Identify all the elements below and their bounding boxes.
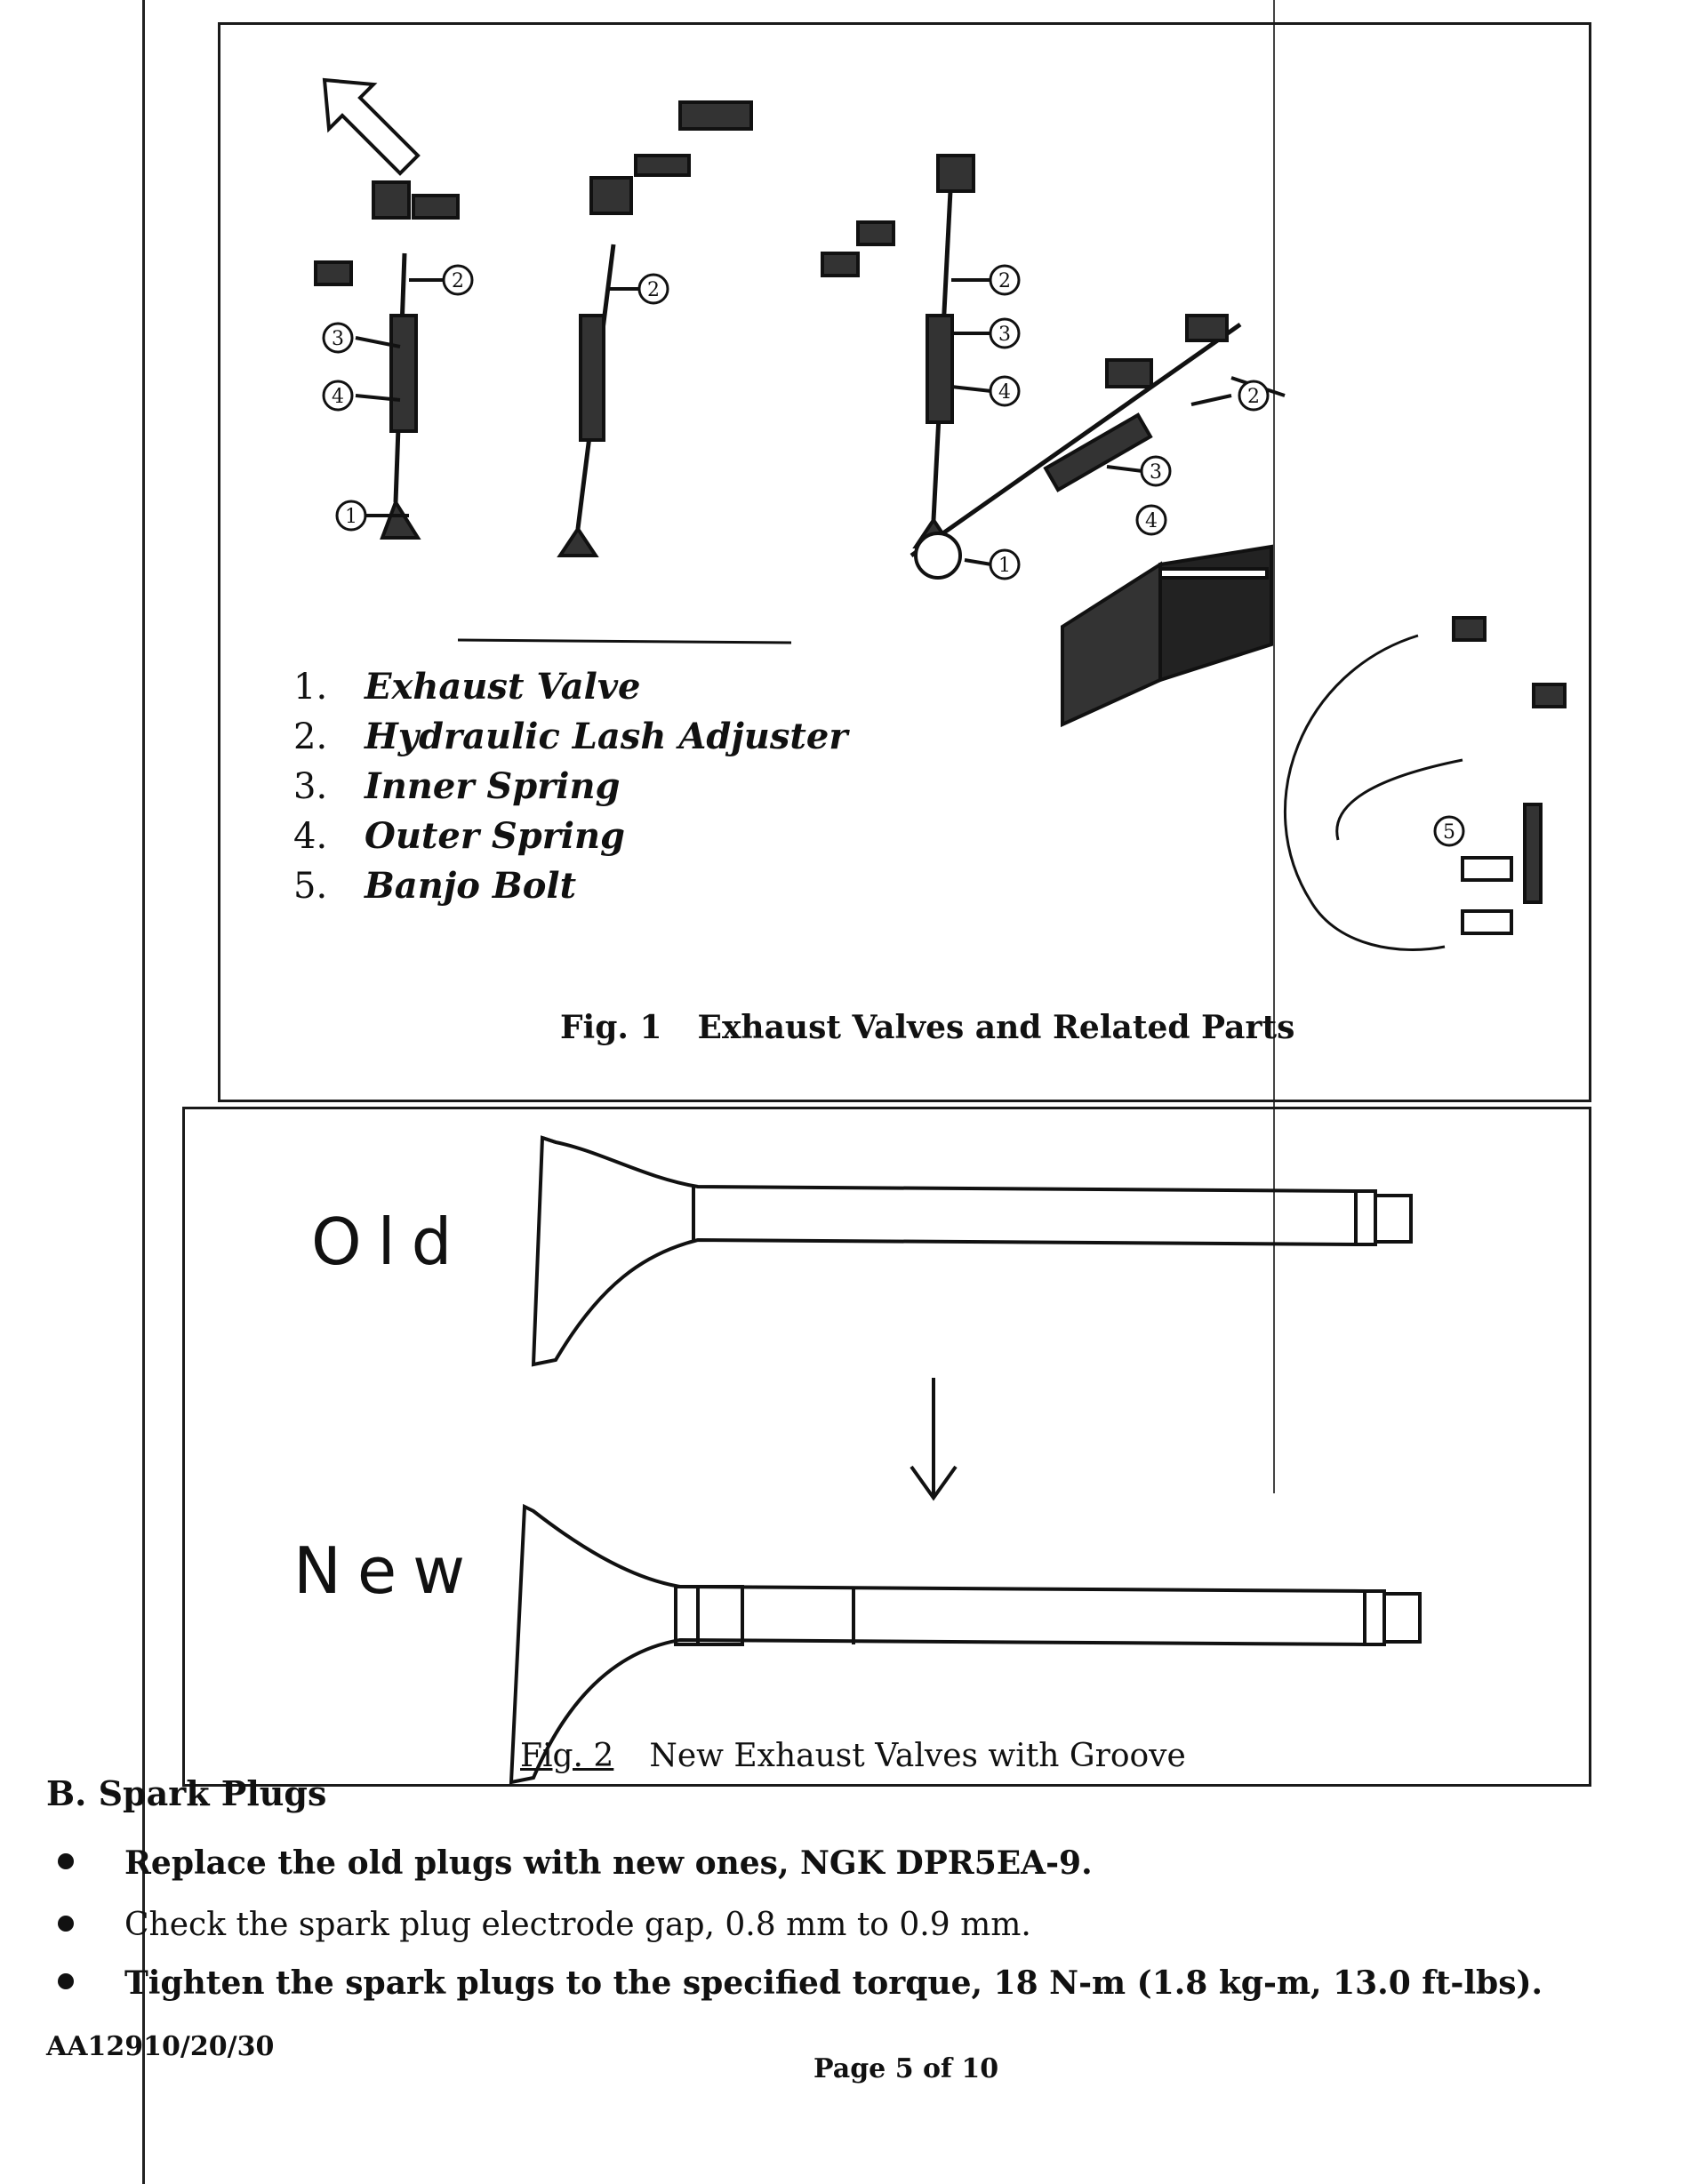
valve-assembly-right-1 [822,156,974,547]
figure-1-caption: Fig. 1 Exhaust Valves and Related Parts [560,1009,1295,1046]
legend-item: 3. Inner Spring [293,765,621,807]
callout-4-left [324,381,352,410]
old-label: Old [311,1204,469,1279]
bullet-item: Replace the old plugs with new ones, NGK DPR5EA-9. [124,1844,1093,1882]
callout-4-right [990,377,1019,405]
bullet-icon [58,1973,74,1989]
figure-2-caption: Fig. 2 New Exhaust Valves with Groove [520,1738,1186,1774]
callout-2-far [1239,381,1268,410]
svg-text:3: 3 [332,328,344,350]
valve-assembly-left-2 [560,102,751,556]
svg-text:2: 2 [647,279,660,301]
down-arrow-icon [911,1378,956,1498]
callout-2-mid [639,275,668,303]
svg-text:4: 4 [332,386,344,408]
oil-line-assembly [1285,618,1565,949]
legend-item: 1. Exhaust Valve [293,666,641,708]
callout-3-far [1142,457,1170,485]
bullet-icon [58,1853,74,1869]
callout-2-left [444,266,472,294]
svg-text:4: 4 [998,381,1011,404]
valve-assembly-left-1 [316,182,458,538]
legend-item: 5. Banjo Bolt [293,865,577,907]
bullet-item: Check the spark plug electrode gap, 0.8 mm to 0.9 mm. [124,1907,1031,1943]
bullet-item: Tighten the spark plugs to the specified torque, 18 N-m (1.8 kg-m, 13.0 ft-lbs). [124,1964,1543,2002]
new-label: New [293,1533,482,1608]
valve-assembly-right-2 [911,316,1240,578]
document-id: AA12910/20/30 [46,2031,275,2062]
callout-1-far [990,550,1019,579]
callout-4-far [1137,506,1166,534]
figure-1-legend [293,662,847,911]
callout-2-right [990,266,1019,294]
callout-3-left [324,324,352,352]
svg-text:2: 2 [452,270,464,292]
old-valve-icon [533,1138,1411,1364]
svg-text:5: 5 [1443,821,1455,844]
svg-text:1: 1 [345,506,357,528]
cylinder-head-block [1062,547,1271,724]
figure-1-drawing [218,22,1591,1102]
callout-3-right [990,319,1019,348]
section-title: B. Spark Plugs [46,1773,327,1813]
callout-1-left [337,501,365,530]
svg-text:1: 1 [998,555,1011,577]
svg-text:3: 3 [1150,461,1162,484]
svg-text:2: 2 [998,270,1011,292]
svg-text:2: 2 [1247,386,1260,408]
callout-5-banjo [1435,817,1463,845]
page-number: Page 5 of 10 [813,2053,999,2084]
svg-text:4: 4 [1145,510,1158,532]
svg-text:3: 3 [998,324,1011,346]
bullet-icon [58,1916,74,1932]
legend-item: 4. Outer Spring [293,815,626,857]
direction-arrow-icon [325,80,418,173]
legend-item: 2. Hydraulic Lash Adjuster [293,716,848,757]
